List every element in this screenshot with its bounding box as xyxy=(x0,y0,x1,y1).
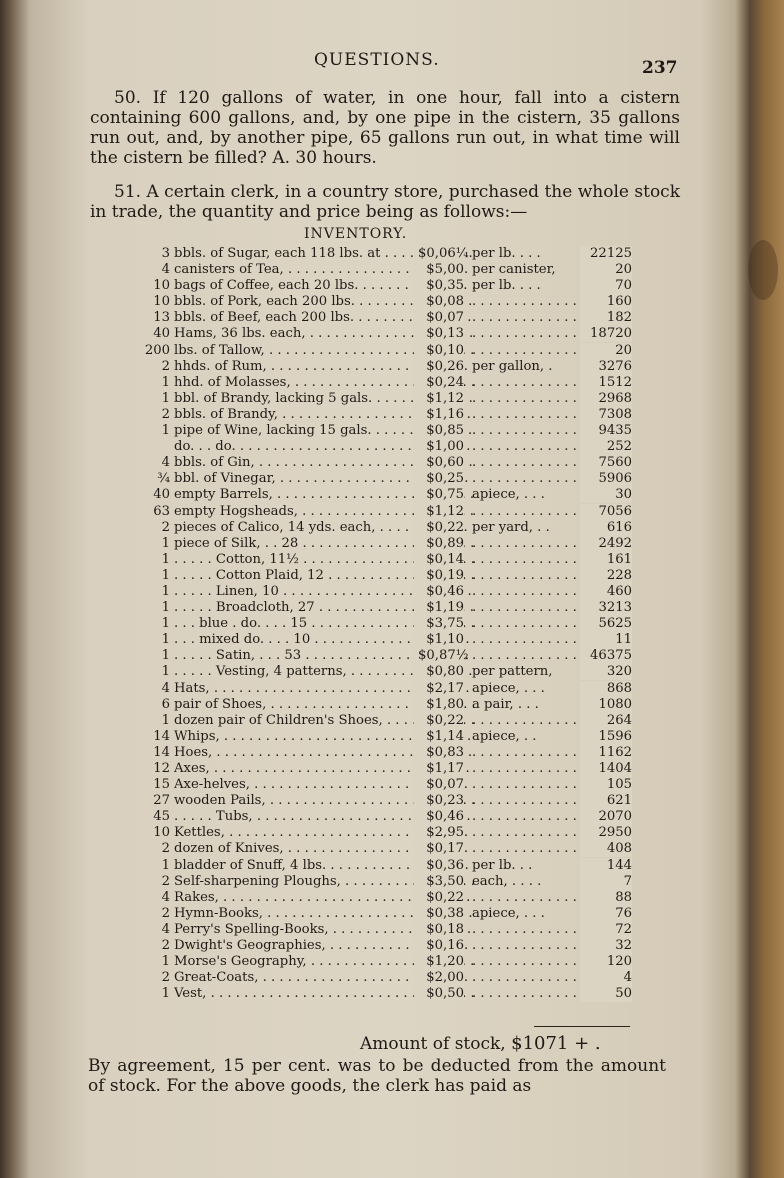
inventory-row xyxy=(130,375,630,391)
inventory-qty: 1 xyxy=(161,390,170,406)
inventory-total: 50 xyxy=(580,986,632,1002)
inventory-price: $1,10 xyxy=(414,632,464,648)
inventory-total: 70 xyxy=(580,278,632,294)
inventory-qty: 12 xyxy=(153,761,170,776)
inventory-qty: 2 xyxy=(161,905,170,921)
inventory-row xyxy=(130,455,630,471)
inventory-price: $0,22 xyxy=(414,520,464,536)
inventory-item: bbls. of Gin, . . . xyxy=(174,455,474,471)
inventory-total: 1162 xyxy=(580,745,632,761)
inventory-unit: each, . . . . xyxy=(472,873,542,889)
inventory-unit: a pair, . . . xyxy=(472,696,539,712)
inventory-qty: 45 xyxy=(153,809,170,825)
inventory-total: 30 xyxy=(580,487,632,503)
inventory-price: $0,13 xyxy=(414,326,464,342)
inventory-unit xyxy=(472,954,584,970)
inventory-qty: 1 xyxy=(161,423,170,439)
inventory-unit xyxy=(472,504,584,520)
inventory-unit: per lb. . . xyxy=(472,857,533,873)
inventory-row xyxy=(130,246,630,262)
inventory-total: 3213 xyxy=(580,600,632,616)
inventory-item: Hats, . . . xyxy=(174,681,474,697)
inventory-unit xyxy=(472,584,584,600)
inventory-unit xyxy=(472,745,584,761)
inventory-total: 72 xyxy=(580,922,632,938)
inventory-row xyxy=(130,487,630,503)
inventory-unit: per canister, xyxy=(472,262,556,278)
inventory-item: canisters of Tea, . . . xyxy=(174,262,474,278)
inventory-unit xyxy=(472,294,584,310)
inventory-qty: ¾ xyxy=(157,471,170,487)
inventory-qty: 10 xyxy=(153,825,170,841)
inventory-unit xyxy=(472,632,584,648)
amount-label: Amount of stock, xyxy=(360,1034,506,1054)
inventory-unit xyxy=(472,938,584,954)
inventory-item: Self-sharpening Ploughs, . . . xyxy=(174,874,474,890)
inventory-qty: 1 xyxy=(161,583,170,599)
inventory-total: 2950 xyxy=(580,825,632,841)
inventory-unit xyxy=(472,761,584,777)
inventory-total: 7056 xyxy=(580,504,632,520)
inventory-row xyxy=(130,697,630,713)
inventory-total: 9435 xyxy=(580,423,632,439)
inventory-price: $0,26 xyxy=(414,359,464,375)
sum-rule xyxy=(534,1026,630,1027)
inventory-price: $5,00 xyxy=(414,262,464,278)
inventory-qty: 14 xyxy=(153,728,170,744)
inventory-unit xyxy=(472,568,584,584)
inventory-unit xyxy=(472,343,584,359)
inventory-item: . . . blue . do. . . . 15 . . . xyxy=(174,616,474,632)
inventory-item: . . . . . Tubs, . . . xyxy=(174,809,474,825)
inventory-row xyxy=(130,858,630,874)
inventory-total: 320 xyxy=(580,664,632,680)
inventory-row xyxy=(130,954,630,970)
inventory-item: pieces of Calico, 14 yds. each, . . . xyxy=(174,520,474,536)
inventory-price: $1,00 xyxy=(414,439,464,455)
inventory-total: 264 xyxy=(580,713,632,729)
inventory-qty: 1 xyxy=(161,632,170,648)
inventory-qty: 10 xyxy=(153,278,170,294)
inventory-unit xyxy=(472,439,584,455)
inventory-qty: 1 xyxy=(161,986,170,1002)
inventory-qty: 4 xyxy=(161,262,170,278)
inventory-row xyxy=(130,729,630,745)
inventory-row xyxy=(130,471,630,487)
inventory-total: 252 xyxy=(580,439,632,455)
inventory-price: $0,35 xyxy=(414,278,464,294)
inventory-table xyxy=(130,246,630,1002)
inventory-unit xyxy=(472,648,584,664)
inventory-total: 22125 xyxy=(580,246,632,262)
inventory-total: 2968 xyxy=(580,391,632,407)
inventory-row xyxy=(130,294,630,310)
inventory-price: $0,60 xyxy=(414,455,464,471)
inventory-price: $0,80 xyxy=(414,664,464,680)
inventory-qty: 4 xyxy=(161,921,170,937)
inventory-unit xyxy=(472,375,584,391)
inventory-qty: 63 xyxy=(153,503,170,519)
inventory-qty: 2 xyxy=(161,406,170,422)
inventory-total: 5906 xyxy=(580,471,632,487)
inventory-row xyxy=(130,970,630,986)
inventory-unit xyxy=(472,986,584,1002)
inventory-total: 408 xyxy=(580,841,632,857)
inventory-total: 182 xyxy=(580,310,632,326)
inventory-price: $1,16 xyxy=(414,407,464,423)
inventory-row xyxy=(130,922,630,938)
inventory-row xyxy=(130,439,630,455)
inventory-item: . . . . . Cotton Plaid, 12 . . . xyxy=(174,568,474,584)
inventory-total: 621 xyxy=(580,793,632,809)
inventory-qty: 2 xyxy=(161,358,170,374)
closing-paragraph: By agreement, 15 per cent. was to be deducted from the amount of stock. For the above goods, the clerk has paid as xyxy=(88,1056,666,1096)
inventory-unit xyxy=(472,777,584,793)
inventory-item: bbls. of Sugar, each 118 lbs. at . . . xyxy=(174,246,474,262)
binding-shadow xyxy=(748,240,778,300)
inventory-total: 228 xyxy=(580,568,632,584)
inventory-row xyxy=(130,890,630,906)
inventory-row xyxy=(130,504,630,520)
inventory-row xyxy=(130,986,630,1002)
inventory-item: Rakes, . . . xyxy=(174,890,474,906)
inventory-price: $0,16 xyxy=(414,938,464,954)
inventory-price: $0,25 xyxy=(414,471,464,487)
inventory-unit: per gallon, . xyxy=(472,358,553,374)
inventory-row xyxy=(130,648,630,664)
inventory-qty: 1 xyxy=(161,551,170,567)
inventory-price: $1,12 xyxy=(414,391,464,407)
inventory-qty: 4 xyxy=(161,680,170,696)
inventory-unit xyxy=(472,600,584,616)
inventory-unit xyxy=(472,970,584,986)
inventory-qty: 3 xyxy=(161,246,170,261)
inventory-unit xyxy=(472,890,584,906)
inventory-total: 460 xyxy=(580,584,632,600)
inventory-unit xyxy=(472,326,584,342)
inventory-total: 20 xyxy=(580,343,632,359)
inventory-total: 7 xyxy=(580,874,632,890)
inventory-qty: 13 xyxy=(153,310,170,326)
inventory-item: bbls. of Brandy, . . . xyxy=(174,407,474,423)
inventory-item: bbls. of Pork, each 200 lbs. . . . xyxy=(174,294,474,310)
inventory-row xyxy=(130,520,630,536)
inventory-total: 105 xyxy=(580,777,632,793)
inventory-qty: 27 xyxy=(153,793,170,809)
running-header xyxy=(20,50,742,76)
inventory-row xyxy=(130,584,630,600)
inventory-row xyxy=(130,777,630,793)
inventory-item: Morse's Geography, . . . xyxy=(174,954,474,970)
inventory-unit xyxy=(472,471,584,487)
inventory-unit xyxy=(472,423,584,439)
inventory-price: $1,12 xyxy=(414,504,464,520)
inventory-qty: 1 xyxy=(161,857,170,873)
inventory-row xyxy=(130,423,630,439)
inventory-qty: 1 xyxy=(161,374,170,390)
inventory-row xyxy=(130,713,630,729)
inventory-row xyxy=(130,664,630,680)
inventory-row xyxy=(130,536,630,552)
inventory-total: 1080 xyxy=(580,697,632,713)
inventory-total: 161 xyxy=(580,552,632,568)
inventory-total: 11 xyxy=(580,632,632,648)
inventory-row xyxy=(130,616,630,632)
inventory-qty: 4 xyxy=(161,889,170,905)
inventory-unit xyxy=(472,713,584,729)
inventory-item: . . . . . Broadcloth, 27 . . . xyxy=(174,600,474,616)
inventory-item: Whips, . . . xyxy=(174,729,474,745)
inventory-item: hhd. of Molasses, . . . xyxy=(174,375,474,391)
inventory-unit xyxy=(472,825,584,841)
inventory-qty: 1 xyxy=(161,664,170,680)
inventory-qty: 6 xyxy=(161,696,170,712)
inventory-price: $2,95 xyxy=(414,825,464,841)
inventory-unit xyxy=(472,391,584,407)
inventory-price: $0,38 xyxy=(414,906,464,922)
inventory-row xyxy=(130,278,630,294)
inventory-unit xyxy=(472,616,584,632)
inventory-item: Axe-helves, . . . xyxy=(174,777,474,793)
inventory-item: Dwight's Geographies, . . . xyxy=(174,938,474,954)
inventory-price: $0,07 xyxy=(414,310,464,326)
page-number: 237 xyxy=(642,58,678,78)
inventory-row xyxy=(130,906,630,922)
inventory-qty: 2 xyxy=(161,970,170,986)
inventory-row xyxy=(130,793,630,809)
inventory-qty: 1 xyxy=(161,648,170,664)
inventory-item: Hoes, . . . xyxy=(174,745,474,761)
inventory-item: bbl. of Vinegar, . . . xyxy=(174,471,474,487)
inventory-qty: 1 xyxy=(161,535,170,551)
inventory-item: . . . . . Linen, 10 . . . xyxy=(174,584,474,600)
inventory-qty: 2 xyxy=(161,519,170,535)
inventory-unit xyxy=(472,536,584,552)
inventory-qty: 1 xyxy=(161,712,170,728)
inventory-qty: 1 xyxy=(161,600,170,616)
inventory-price: $0,22 xyxy=(414,713,464,729)
inventory-price: $0,08 xyxy=(414,294,464,310)
inventory-price: $0,06¼ xyxy=(414,246,464,262)
inventory-row xyxy=(130,632,630,648)
inventory-item: empty Barrels, . . . xyxy=(174,487,474,503)
inventory-qty: 1 xyxy=(161,567,170,583)
inventory-price: $0,22 xyxy=(414,890,464,906)
inventory-price: $0,07 xyxy=(414,777,464,793)
inventory-total: 4 xyxy=(580,970,632,986)
inventory-price: $2,00 xyxy=(414,970,464,986)
inventory-price: $0,10 xyxy=(414,343,464,359)
inventory-unit: apiece, . . . xyxy=(472,680,545,696)
inventory-total: 616 xyxy=(580,520,632,536)
inventory-qty: 40 xyxy=(153,487,170,503)
inventory-unit xyxy=(472,841,584,857)
inventory-total: 160 xyxy=(580,294,632,310)
inventory-row xyxy=(130,407,630,423)
inventory-price: $0,14 xyxy=(414,552,464,568)
inventory-unit xyxy=(472,922,584,938)
inventory-total: 7308 xyxy=(580,407,632,423)
inventory-total: 120 xyxy=(580,954,632,970)
inventory-total: 868 xyxy=(580,681,632,697)
inventory-row xyxy=(130,809,630,825)
inventory-total: 76 xyxy=(580,906,632,922)
inventory-row xyxy=(130,343,630,359)
inventory-price: $0,18 xyxy=(414,922,464,938)
inventory-row xyxy=(130,359,630,375)
inventory-total: 88 xyxy=(580,890,632,906)
inventory-row xyxy=(130,568,630,584)
inventory-row xyxy=(130,681,630,697)
inventory-item: dozen of Knives, . . . xyxy=(174,841,474,857)
inventory-row xyxy=(130,326,630,342)
inventory-total: 144 xyxy=(580,858,632,874)
inventory-price: $0,89 xyxy=(414,536,464,552)
problem-50: 50. If 120 gallons of water, in one hour, fall into a cistern containing 600 gallons, and, by one pipe in the cistern, 35 gallons run out, and, by another pipe, 65 gallons run out, in what time will the cistern be filled? A. 30 hours. xyxy=(90,88,680,168)
inventory-unit: per pattern, xyxy=(472,664,553,680)
problem-51: 51. A certain clerk, in a country store, purchased the whole stock in trade, the quantity and price being as follows:— xyxy=(90,182,680,222)
inventory-qty: 1 xyxy=(161,616,170,632)
inventory-qty: 10 xyxy=(153,294,170,310)
inventory-row xyxy=(130,600,630,616)
inventory-total: 20 xyxy=(580,262,632,278)
inventory-price: $0,75 xyxy=(414,487,464,503)
inventory-row xyxy=(130,761,630,777)
inventory-item: Vest, . . . xyxy=(174,986,474,1002)
inventory-qty: 4 xyxy=(161,455,170,471)
inventory-unit xyxy=(472,407,584,423)
inventory-item: Kettles, . . . xyxy=(174,825,474,841)
inventory-price: $0,87½ xyxy=(414,648,464,664)
inventory-unit: apiece, . . . xyxy=(472,905,545,921)
inventory-item: bladder of Snuff, 4 lbs. . . . xyxy=(174,858,474,874)
inventory-qty: 2 xyxy=(161,873,170,889)
inventory-item: lbs. of Tallow, . . . xyxy=(174,343,474,359)
inventory-item: . . . . . Satin, . . . 53 . . . xyxy=(174,648,474,664)
inventory-item: Great-Coats, . . . xyxy=(174,970,474,986)
inventory-price: $0,17 xyxy=(414,841,464,857)
inventory-unit xyxy=(472,793,584,809)
inventory-unit: per lb. . . . xyxy=(472,278,541,294)
inventory-total: 7560 xyxy=(580,455,632,471)
inventory-item: Hams, 36 lbs. each, . . . xyxy=(174,326,474,342)
inventory-price: $0,46 xyxy=(414,809,464,825)
inventory-unit xyxy=(472,310,584,326)
inventory-row xyxy=(130,552,630,568)
inventory-price: $0,83 xyxy=(414,745,464,761)
inventory-qty: 200 xyxy=(144,342,170,358)
inventory-row xyxy=(130,391,630,407)
inventory-unit: per lb. . . . xyxy=(472,246,541,261)
inventory-item: bbl. of Brandy, lacking 5 gals. . . . xyxy=(174,391,474,407)
inventory-total: 46375 xyxy=(580,648,632,664)
inventory-price: $0,85 xyxy=(414,423,464,439)
inventory-unit xyxy=(472,552,584,568)
inventory-item: Hymn-Books, . . . xyxy=(174,906,474,922)
inventory-item: dozen pair of Children's Shoes, . . . xyxy=(174,713,474,729)
inventory-item: . . . mixed do. . . . 10 . . . xyxy=(174,632,474,648)
page xyxy=(20,0,742,1178)
inventory-price: $1,80 xyxy=(414,697,464,713)
inventory-row xyxy=(130,938,630,954)
inventory-price: $1,19 xyxy=(414,600,464,616)
inventory-unit xyxy=(472,809,584,825)
inventory-item: empty Hogsheads, . . . xyxy=(174,504,474,520)
inventory-item: bags of Coffee, each 20 lbs. . . . xyxy=(174,278,474,294)
inventory-unit: apiece, . . . xyxy=(472,487,545,503)
inventory-price: $2,17 xyxy=(414,681,464,697)
inventory-unit: per yard, . . xyxy=(472,519,550,535)
inventory-item: . . . . . Cotton, 11½ . . . xyxy=(174,552,474,568)
inventory-row xyxy=(130,825,630,841)
inventory-item: Axes, . . . xyxy=(174,761,474,777)
inventory-total: 2070 xyxy=(580,809,632,825)
inventory-qty: 40 xyxy=(153,326,170,342)
inventory-price: $0,24 xyxy=(414,375,464,391)
inventory-price: $1,17 xyxy=(414,761,464,777)
inventory-item: bbls. of Beef, each 200 lbs. . . . xyxy=(174,310,474,326)
inventory-total: 1596 xyxy=(580,729,632,745)
inventory-price: $3,75 xyxy=(414,616,464,632)
inventory-unit xyxy=(472,455,584,471)
inventory-item: . . . . . Vesting, 4 patterns, . . . xyxy=(174,664,474,680)
inventory-heading: INVENTORY. xyxy=(304,226,408,242)
inventory-item: do. . . do. . . . xyxy=(174,439,474,455)
inventory-row xyxy=(130,262,630,278)
inventory-total: 1512 xyxy=(580,375,632,391)
inventory-row xyxy=(130,874,630,890)
inventory-qty: 2 xyxy=(161,841,170,857)
inventory-item: wooden Pails, . . . xyxy=(174,793,474,809)
inventory-price: $3,50 xyxy=(414,874,464,890)
inventory-unit: apiece, . . xyxy=(472,728,537,744)
inventory-row xyxy=(130,310,630,326)
inventory-row xyxy=(130,841,630,857)
inventory-total: 18720 xyxy=(580,326,632,342)
page-title: QUESTIONS. xyxy=(314,50,440,70)
inventory-price: $1,14 xyxy=(414,729,464,745)
inventory-price: $0,50 xyxy=(414,986,464,1002)
inventory-item: pair of Shoes, . . . xyxy=(174,697,474,713)
inventory-total: 3276 xyxy=(580,359,632,375)
amount-value: $1071 + . xyxy=(511,1033,601,1054)
inventory-item: pipe of Wine, lacking 15 gals. . . . xyxy=(174,423,474,439)
inventory-item: Perry's Spelling-Books, . . . xyxy=(174,922,474,938)
inventory-qty: 1 xyxy=(161,954,170,970)
inventory-price: $0,46 xyxy=(414,584,464,600)
inventory-qty: 14 xyxy=(153,744,170,760)
inventory-item: hhds. of Rum, . . . xyxy=(174,359,474,375)
amount-of-stock xyxy=(360,1033,601,1054)
inventory-total: 32 xyxy=(580,938,632,954)
inventory-total: 2492 xyxy=(580,536,632,552)
inventory-total: 5625 xyxy=(580,616,632,632)
inventory-price: $0,23 xyxy=(414,793,464,809)
inventory-qty: 2 xyxy=(161,938,170,954)
inventory-total: 1404 xyxy=(580,761,632,777)
inventory-item: piece of Silk, . . 28 . . . xyxy=(174,536,474,552)
inventory-qty: 15 xyxy=(153,777,170,793)
inventory-price: $0,36 xyxy=(414,858,464,874)
inventory-price: $1,20 xyxy=(414,954,464,970)
inventory-price: $0,19 xyxy=(414,568,464,584)
inventory-row xyxy=(130,745,630,761)
